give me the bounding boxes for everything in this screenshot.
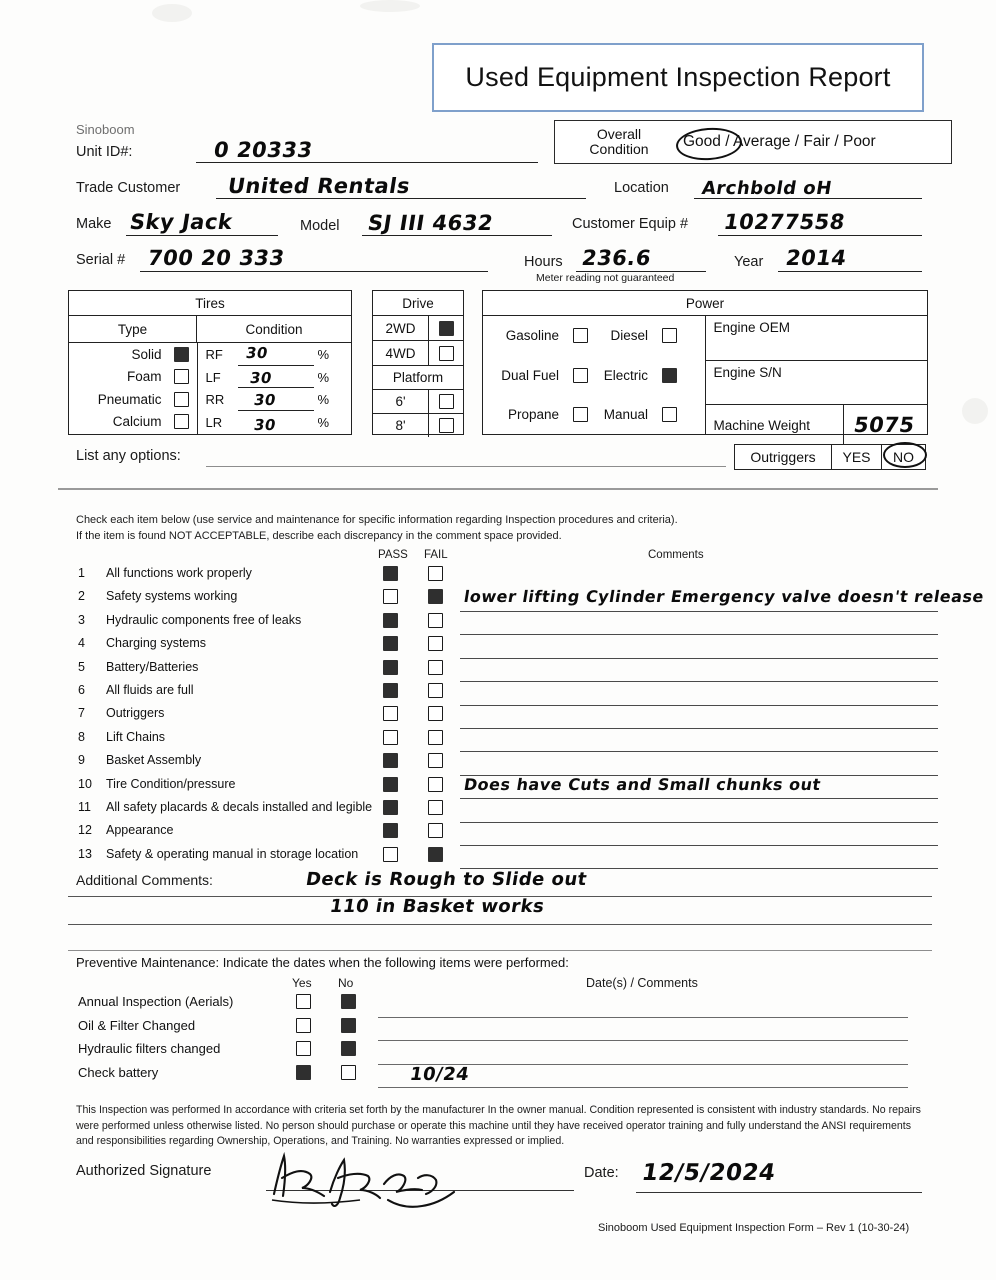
pm-row-label: Oil & Filter Changed	[78, 1017, 196, 1033]
checklist-fail-cell[interactable]	[428, 730, 443, 748]
checklist-fail-checkbox[interactable]	[428, 589, 443, 604]
additional-comments-rule-3	[68, 950, 932, 951]
power-title: Power	[685, 295, 725, 311]
tires-table	[68, 290, 352, 435]
checklist-fail-checkbox[interactable]	[428, 823, 443, 838]
power-options	[483, 316, 706, 435]
checklist-fail-checkbox[interactable]	[428, 847, 443, 862]
checklist-item-number: 12	[78, 823, 92, 838]
checklist-fail-cell[interactable]	[428, 636, 443, 654]
pm-yes-cell[interactable]	[296, 1018, 311, 1036]
machine-weight-value[interactable]: 5075	[851, 413, 916, 438]
tires-condition-row[interactable]	[198, 411, 351, 434]
checklist-item-number: 4	[78, 636, 85, 651]
pm-no-checkbox[interactable]	[341, 1065, 356, 1080]
checklist-fail-checkbox[interactable]	[428, 613, 443, 628]
platform-option-checkbox[interactable]	[439, 394, 454, 409]
power-option-label: Electric	[603, 367, 648, 383]
serial-rule	[140, 271, 488, 272]
checklist-row	[78, 753, 938, 777]
checklist-item-number: 5	[78, 659, 85, 674]
checklist-row	[78, 800, 938, 824]
checklist-pass-checkbox[interactable]	[383, 660, 398, 675]
platform-option-label: 6'	[373, 390, 429, 413]
checklist-item-number: 11	[78, 800, 91, 814]
checklist-item-number: 3	[78, 612, 85, 627]
power-option-checkbox[interactable]	[573, 328, 588, 343]
customer-equip-label: Customer Equip #	[572, 216, 689, 232]
trade-customer-label: Trade Customer	[76, 180, 181, 196]
checklist-fail-cell[interactable]	[428, 660, 443, 678]
tire-pct-value[interactable]: 30	[248, 368, 273, 387]
checklist-item-label: Safety systems working	[106, 589, 238, 604]
checklist-comment-value[interactable]: Does have Cuts and Small chunks out	[462, 774, 823, 794]
machine-weight-row[interactable]	[706, 404, 928, 445]
signature-label: Authorized Signature	[76, 1163, 212, 1179]
tire-pos-label: LR	[205, 414, 223, 430]
year-rule	[778, 271, 922, 272]
make-label: Make	[76, 216, 112, 232]
checklist-row	[78, 566, 938, 590]
power-option-row	[483, 316, 705, 356]
tires-type-label: Solid	[131, 346, 162, 362]
pm-no-cell[interactable]	[341, 994, 356, 1012]
power-option-row	[483, 356, 705, 396]
checklist-row	[78, 683, 938, 707]
tire-pct-unit: %	[317, 369, 330, 385]
checklist-fail-cell[interactable]	[428, 613, 443, 631]
serial-value[interactable]: 700 20 333	[146, 246, 287, 270]
tires-type-list	[69, 343, 198, 434]
engine-sn-label: Engine S/N	[713, 364, 782, 380]
pm-row	[78, 1041, 938, 1065]
checklist-comment-rule	[460, 798, 938, 799]
checklist-pass-cell[interactable]	[383, 683, 398, 701]
checklist-pass-cell[interactable]	[383, 730, 398, 748]
tires-type-checkbox[interactable]	[174, 392, 189, 407]
pm-yes-cell[interactable]	[296, 1041, 311, 1059]
checklist-pass-checkbox[interactable]	[383, 753, 398, 768]
checklist-item-number: 2	[78, 589, 85, 604]
checklist-item-number: 1	[78, 566, 85, 580]
scan-artifact	[962, 398, 988, 424]
tires-type-label: Calcium	[112, 414, 162, 430]
tire-pct-value[interactable]: 30	[244, 344, 269, 362]
fail-header: FAIL	[424, 549, 448, 561]
checklist-pass-cell[interactable]	[383, 847, 398, 865]
checklist-pass-checkbox[interactable]	[383, 636, 398, 651]
additional-comments-line2[interactable]: 110 in Basket works	[328, 896, 546, 917]
scan-artifact	[152, 4, 192, 22]
tires-type-header: Type	[69, 316, 197, 342]
pm-date-value[interactable]: 10/24	[408, 1063, 471, 1085]
tire-pct-unit: %	[317, 347, 330, 362]
checklist-row	[78, 823, 938, 847]
date-rule	[636, 1192, 922, 1193]
checklist-fail-checkbox[interactable]	[428, 730, 443, 745]
overall-condition-values[interactable]	[683, 133, 876, 151]
pm-yes-checkbox[interactable]	[296, 1041, 311, 1056]
customer-equip-value[interactable]: 10277558	[722, 210, 847, 234]
checklist-comment-rule	[460, 634, 938, 635]
checklist-fail-checkbox[interactable]	[428, 660, 443, 675]
checklist-fail-cell[interactable]	[428, 753, 443, 771]
checklist-pass-cell[interactable]	[383, 636, 398, 654]
power-option-checkbox[interactable]	[662, 368, 677, 383]
checklist-pass-cell[interactable]	[383, 613, 398, 631]
pm-no-header: No	[338, 976, 354, 990]
list-options-rule	[206, 466, 726, 467]
pm-row-label: Annual Inspection (Aerials)	[78, 994, 234, 1009]
checklist-item-label: Appearance	[106, 823, 174, 838]
section-divider	[58, 488, 938, 490]
trade-customer-value[interactable]: United Rentals	[226, 174, 413, 198]
checklist-instruction-line1: Check each item below (use service and maintenance for specific information regarding Inspection procedures and criteria).	[76, 514, 678, 526]
tires-type-checkbox[interactable]	[174, 347, 189, 362]
location-value[interactable]: Archbold oH	[700, 178, 834, 199]
checklist-pass-cell[interactable]	[383, 777, 398, 795]
pm-yes-checkbox[interactable]	[296, 1018, 311, 1033]
pm-yes-checkbox[interactable]	[296, 994, 311, 1009]
tire-pct-value[interactable]: 30	[252, 415, 277, 434]
checklist-fail-cell[interactable]	[428, 823, 443, 841]
checklist-pass-cell[interactable]	[383, 589, 398, 607]
platform-option-checkbox[interactable]	[439, 418, 454, 433]
checklist-pass-cell[interactable]	[383, 706, 398, 724]
checklist-fail-checkbox[interactable]	[428, 777, 443, 792]
pm-row	[78, 1018, 938, 1042]
outriggers-no[interactable]: NO	[882, 444, 926, 470]
checklist-pass-checkbox[interactable]	[383, 589, 398, 604]
checklist-instruction-line2: If the item is found NOT ACCEPTABLE, describe each discrepancy in the comment space provided.	[76, 530, 562, 542]
unit-id-label: Unit ID#:	[76, 144, 133, 160]
outriggers-yes[interactable]: YES	[832, 444, 882, 470]
checklist-row	[78, 706, 938, 730]
platform-option-cell[interactable]	[429, 414, 463, 437]
power-option-label: Diesel	[610, 328, 648, 344]
engine-oem-row[interactable]	[706, 316, 928, 360]
checklist-item-label: Outriggers	[106, 706, 165, 721]
checklist-row	[78, 730, 938, 754]
customer-equip-rule	[718, 235, 922, 236]
checklist-fail-cell[interactable]	[428, 566, 443, 584]
power-option-label: Dual Fuel	[501, 367, 559, 383]
checklist-item-number: 7	[78, 706, 85, 721]
power-table	[482, 290, 928, 438]
checklist-pass-cell[interactable]	[383, 753, 398, 771]
checklist-item-label: Lift Chains	[106, 729, 166, 744]
pm-yes-cell[interactable]	[296, 994, 311, 1012]
checklist-comment-rule	[460, 681, 938, 682]
form-footer: Sinoboom Used Equipment Inspection Form – Rev 1 (10-30-24)	[598, 1222, 910, 1234]
checklist-pass-checkbox[interactable]	[383, 706, 398, 721]
additional-comments-rule-2	[68, 924, 932, 925]
date-label: Date:	[584, 1165, 619, 1181]
power-engine-fields	[706, 316, 928, 438]
checklist-comment-rule	[460, 751, 938, 752]
hours-value[interactable]: 236.6	[580, 246, 653, 270]
platform-option-cell[interactable]	[429, 390, 463, 413]
drive-option-cell[interactable]	[429, 316, 463, 340]
tire-pos-label: RF	[205, 347, 223, 362]
tire-pct-unit: %	[317, 414, 330, 430]
checklist-fail-cell[interactable]	[428, 800, 443, 818]
year-label: Year	[734, 254, 764, 270]
checklist-item-label: Hydraulic components free of leaks	[106, 612, 302, 627]
unit-id-rule	[196, 162, 538, 163]
checklist-item-number: 10	[78, 776, 92, 791]
checklist-comment-rule	[460, 611, 938, 612]
unit-id-value[interactable]: 0 20333	[212, 138, 315, 162]
tires-type-row[interactable]	[69, 366, 197, 389]
checklist-item-label: All fluids are full	[106, 683, 194, 697]
tires-condition-row[interactable]	[198, 343, 351, 366]
checklist-item-label: All functions work properly	[106, 566, 252, 580]
engine-oem-label: Engine OEM	[713, 320, 791, 335]
pm-no-checkbox[interactable]	[341, 1018, 356, 1033]
signature-scribble[interactable]	[268, 1148, 518, 1210]
pm-date-rule	[378, 1087, 908, 1088]
checklist-item-label: Battery/Batteries	[106, 659, 199, 674]
checklist-fail-checkbox[interactable]	[428, 706, 443, 721]
checklist-comment-rule	[460, 705, 938, 706]
checklist-fail-checkbox[interactable]	[428, 800, 443, 815]
checklist-item-number: 9	[78, 753, 85, 768]
circle-annotation	[883, 442, 927, 468]
checklist-comment-rule	[460, 822, 938, 823]
pm-row	[78, 994, 938, 1018]
checklist-comment-rule	[460, 658, 938, 659]
checklist-fail-cell[interactable]	[428, 847, 443, 865]
power-option-label: Manual	[603, 407, 648, 423]
drive-option-label: 2WD	[373, 316, 429, 340]
checklist-pass-checkbox[interactable]	[383, 823, 398, 838]
pm-dates-header: Date(s) / Comments	[586, 976, 698, 990]
platform-option-label: 8'	[373, 414, 429, 437]
hours-label: Hours	[524, 254, 563, 270]
engine-sn-row[interactable]	[706, 360, 928, 405]
tires-type-label: Foam	[127, 369, 162, 385]
checklist-fail-cell[interactable]	[428, 706, 443, 724]
machine-weight-label: Machine Weight	[706, 405, 844, 445]
trade-customer-rule	[216, 198, 586, 199]
tires-type-row[interactable]	[69, 388, 197, 411]
drive-table	[372, 290, 464, 435]
tires-type-checkbox[interactable]	[174, 369, 189, 384]
checklist-fail-checkbox[interactable]	[428, 753, 443, 768]
checklist-comment-rule	[460, 845, 938, 846]
checklist-pass-checkbox[interactable]	[383, 777, 398, 792]
checklist-pass-checkbox[interactable]	[383, 613, 398, 628]
additional-comments-line1[interactable]: Deck is Rough to Slide out	[304, 869, 589, 890]
checklist-row	[78, 660, 938, 684]
pm-title: Preventive Maintenance: Indicate the dates when the following items were performed:	[76, 955, 569, 970]
disclaimer-text: This Inspection was performed In accordance with criteria set forth by the manufacturer In the owner manual. Condition represented is consistent with industry standards. No repairs were performed unless otherwise listed. No person should purchase or operate this machine until they have received operator training and fully understand the ANSI requirements and responsibilities regarding Ownership, Operations, and Training. No warranties expressed or implied.	[76, 1104, 921, 1147]
drive-title: Drive	[402, 295, 434, 311]
checklist-fail-cell[interactable]	[428, 683, 443, 701]
power-option-checkbox[interactable]	[662, 328, 677, 343]
date-value[interactable]: 12/5/2024	[639, 1160, 778, 1186]
checklist-row	[78, 847, 938, 871]
drive-option-checkbox[interactable]	[439, 321, 454, 336]
drive-option-label: 4WD	[373, 341, 429, 365]
pm-no-checkbox[interactable]	[341, 994, 356, 1009]
checklist-fail-cell[interactable]	[428, 589, 443, 607]
checklist-row	[78, 613, 938, 637]
checklist-fail-cell[interactable]	[428, 777, 443, 795]
model-value[interactable]: SJ III 4632	[366, 211, 495, 235]
model-rule	[362, 235, 552, 236]
page-title-box	[432, 43, 924, 112]
power-option-label: Gasoline	[505, 328, 559, 344]
location-label: Location	[614, 180, 669, 196]
serial-label: Serial #	[76, 252, 126, 268]
tire-pos-label: RR	[205, 392, 225, 407]
checklist-row	[78, 636, 938, 660]
checklist-item-label: All safety placards & decals installed and legible	[106, 800, 373, 814]
power-option-label: Propane	[507, 407, 559, 423]
model-label: Model	[300, 218, 340, 234]
checklist-row	[78, 774, 938, 801]
page-title: Used Equipment Inspection Report	[465, 62, 891, 92]
checklist-item-label: Safety & operating manual in storage location	[106, 846, 359, 861]
pm-row	[78, 1065, 938, 1089]
tires-condition-row[interactable]	[198, 366, 351, 389]
checklist-item-label: Charging systems	[106, 636, 207, 651]
brand-label: Sinoboom	[76, 122, 135, 137]
checklist-item-number: 6	[78, 683, 85, 697]
drive-option-checkbox[interactable]	[439, 346, 454, 361]
tires-condition-list	[198, 343, 351, 434]
tires-type-label: Pneumatic	[97, 391, 162, 407]
pm-yes-header: Yes	[292, 976, 312, 990]
scan-artifact	[360, 0, 420, 12]
outriggers-label: Outriggers	[734, 444, 832, 470]
make-value[interactable]: Sky Jack	[128, 210, 235, 234]
tires-type-checkbox[interactable]	[174, 414, 189, 429]
checklist-item-label: Tire Condition/pressure	[106, 776, 236, 791]
checklist-instructions	[76, 512, 678, 544]
overall-condition-box	[554, 120, 952, 164]
tires-type-row[interactable]	[69, 411, 197, 434]
checklist-pass-checkbox[interactable]	[383, 566, 398, 581]
checklist-pass-cell[interactable]	[383, 800, 398, 818]
overall-condition-label: Overall Condition	[589, 126, 649, 157]
checklist-pass-checkbox[interactable]	[383, 730, 398, 745]
checklist-pass-checkbox[interactable]	[383, 800, 398, 815]
checklist-fail-checkbox[interactable]	[428, 566, 443, 581]
tires-condition-header: Condition	[245, 321, 303, 337]
additional-comments-label: Additional Comments:	[76, 872, 213, 888]
pass-header: PASS	[378, 549, 408, 561]
pm-no-cell[interactable]	[341, 1041, 356, 1059]
checklist-pass-cell[interactable]	[383, 660, 398, 678]
pm-no-checkbox[interactable]	[341, 1041, 356, 1056]
power-option-checkbox[interactable]	[573, 407, 588, 422]
checklist-pass-cell[interactable]	[383, 566, 398, 584]
overall-condition-selected[interactable]: Good	[683, 133, 721, 150]
pm-row-label: Hydraulic filters changed	[78, 1041, 221, 1057]
checklist-item-label: Basket Assembly	[106, 753, 202, 768]
pm-yes-checkbox[interactable]	[296, 1065, 311, 1080]
tires-condition-row[interactable]	[198, 388, 351, 411]
checklist-item-number: 13	[78, 846, 92, 861]
pm-yes-cell[interactable]	[296, 1065, 311, 1083]
checklist-item-number: 8	[78, 729, 85, 744]
list-options-label: List any options:	[76, 448, 181, 464]
checklist-comment-value[interactable]: lower lifting Cylinder Emergency valve doesn't release	[462, 587, 986, 607]
tire-pct-value[interactable]: 30	[252, 391, 277, 409]
overall-condition-rest[interactable]: / Average / Fair / Poor	[725, 133, 876, 150]
drive-option-cell[interactable]	[429, 341, 463, 365]
checklist-row	[78, 587, 986, 613]
power-option-checkbox[interactable]	[573, 368, 588, 383]
checklist-pass-checkbox[interactable]	[383, 847, 398, 862]
tires-type-row[interactable]	[69, 343, 197, 366]
comments-header: Comments	[648, 549, 704, 561]
year-value[interactable]: 2014	[784, 246, 849, 270]
pm-row-label: Check battery	[78, 1064, 159, 1080]
pm-no-cell[interactable]	[341, 1018, 356, 1036]
power-option-checkbox[interactable]	[662, 407, 677, 422]
circle-annotation	[675, 126, 743, 163]
checklist-comment-rule	[460, 728, 938, 729]
platform-title: Platform	[392, 370, 444, 385]
hours-note: Meter reading not guaranteed	[536, 272, 675, 284]
tire-pos-label: LF	[205, 369, 221, 385]
checklist-fail-checkbox[interactable]	[428, 636, 443, 651]
checklist-pass-cell[interactable]	[383, 823, 398, 841]
tires-title: Tires	[195, 295, 225, 311]
checklist-fail-checkbox[interactable]	[428, 683, 443, 698]
make-rule	[126, 235, 278, 236]
power-option-row	[483, 395, 705, 435]
checklist-pass-checkbox[interactable]	[383, 683, 398, 698]
tire-pct-unit: %	[317, 392, 330, 407]
pm-no-cell[interactable]	[341, 1065, 356, 1083]
